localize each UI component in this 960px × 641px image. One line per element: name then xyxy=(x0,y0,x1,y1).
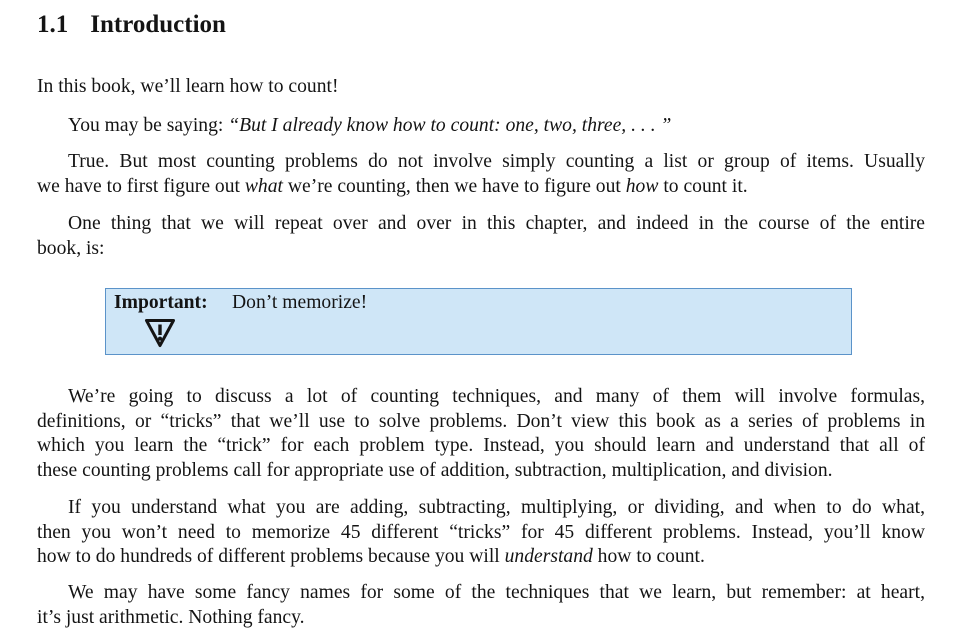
section-number: 1.1 xyxy=(37,11,69,38)
paragraph-5-line-4: these counting problems call for appropriate use of addition, subtraction, multiplication, and division. xyxy=(37,459,833,481)
paragraph-6-line-3-b: how to count. xyxy=(592,546,705,567)
warning-triangle-icon xyxy=(144,318,176,348)
paragraph-3-line-2-b: we’re counting, then we have to figure out xyxy=(282,175,626,197)
paragraph-3-emphasis-what: what xyxy=(244,175,283,197)
paragraph-3 xyxy=(37,150,925,199)
paragraph-3-line-1: True. But most counting problems do not involve simply counting a list or group of items. Usually xyxy=(68,151,925,172)
paragraph-7 xyxy=(37,581,925,630)
paragraph-6-line-3 xyxy=(37,545,925,570)
paragraph-6-line-2: then you won’t need to memorize 45 different “tricks” for 45 different problems. Instead, you’ll know xyxy=(37,521,925,543)
paragraph-5-line-3: which you learn the “trick” for each problem type. Instead, you should learn and understand that all of xyxy=(37,435,925,456)
paragraph-5-line-2: definitions, or “tricks” that we’ll use to solve problems. Don’t view this book as a series of problems in xyxy=(37,410,925,432)
paragraph-7-line-1: We may have some fancy names for some of the techniques that we learn, but remember: at heart, xyxy=(68,582,925,603)
important-callout-box xyxy=(105,288,852,355)
section-heading xyxy=(37,11,226,39)
paragraph-5 xyxy=(37,385,925,483)
paragraph-2-quote: “But I already know how to count: one, two, three, . . . ” xyxy=(228,115,672,136)
paragraph-1-text: In this book, we’ll learn how to count! xyxy=(37,76,339,97)
paragraph-4-line-1: One thing that we will repeat over and over in this chapter, and indeed in the course of the entire xyxy=(68,213,925,234)
paragraph-4 xyxy=(37,212,925,261)
section-title: Introduction xyxy=(90,11,226,38)
paragraph-2 xyxy=(37,114,925,139)
paragraph-5-line-1: We’re going to discuss a lot of counting techniques, and many of them will involve formulas, xyxy=(68,386,925,407)
paragraph-6 xyxy=(37,496,925,570)
callout-label: Important: xyxy=(114,292,208,313)
paragraph-1 xyxy=(37,75,925,100)
paragraph-3-line-2-a: we have to first figure out xyxy=(37,175,245,197)
paragraph-3-emphasis-how: how xyxy=(625,175,659,197)
paragraph-6-line-1: If you understand what you are adding, subtracting, multiplying, or dividing, and when to do what, xyxy=(68,497,925,518)
paragraph-4-line-2: book, is: xyxy=(37,237,105,259)
paragraph-3-line-2 xyxy=(37,175,925,200)
paragraph-3-line-2-c: to count it. xyxy=(658,175,748,197)
paragraph-2-lead: You may be saying: xyxy=(68,115,229,136)
callout-message: Don’t memorize! xyxy=(232,292,368,313)
paragraph-7-line-2: it’s just arithmetic. Nothing fancy. xyxy=(37,606,305,628)
paragraph-6-line-3-a: how to do hundreds of different problems because you will xyxy=(37,546,505,567)
paragraph-6-emphasis-understand: understand xyxy=(504,546,593,567)
